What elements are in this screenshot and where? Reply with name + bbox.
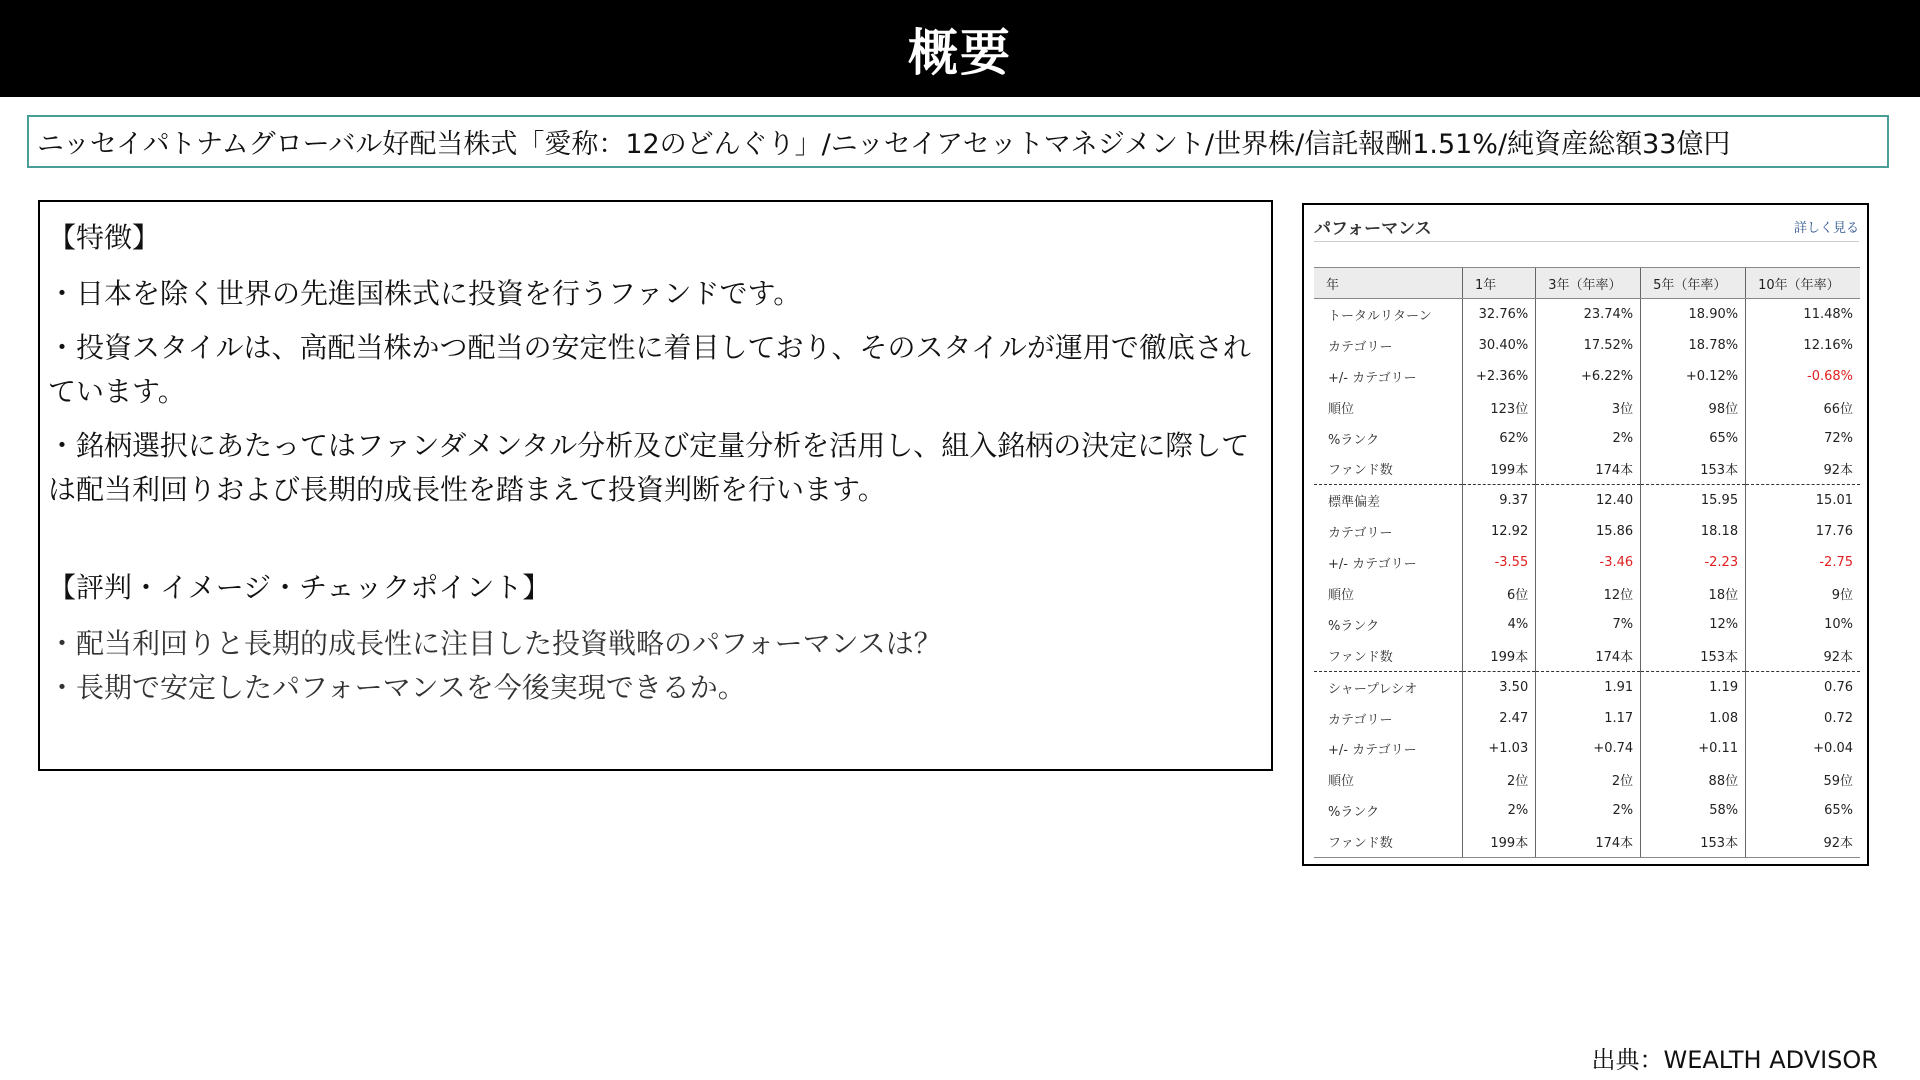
table-cell: 6位: [1463, 578, 1536, 609]
features-title: 【特徴】: [48, 221, 161, 254]
column-header: 3年（年率）: [1536, 268, 1641, 299]
column-header: 年: [1314, 268, 1463, 299]
table-cell: 9.37: [1463, 485, 1536, 516]
table-cell: +0.11: [1641, 733, 1746, 764]
table-cell: 9位: [1746, 578, 1860, 609]
table-row: [1314, 516, 1860, 547]
table-cell: 92本: [1746, 640, 1860, 671]
table-cell: 2.47: [1463, 703, 1536, 734]
table-cell: -3.46: [1536, 547, 1641, 578]
column-header: 5年（年率）: [1641, 268, 1746, 299]
table-row: [1314, 764, 1860, 795]
column-header: 1年: [1463, 268, 1536, 299]
checkpoint-item: ・長期で安定したパフォーマンスを今後実現できるか。: [48, 671, 746, 704]
row-label: ファンド数: [1328, 463, 1393, 479]
table-cell: 12.92: [1463, 516, 1536, 547]
checkpoints-title: 【評判・イメージ・チェックポイント】: [48, 571, 551, 604]
table-row: [1314, 703, 1860, 734]
table-cell: 65%: [1746, 795, 1860, 826]
row-label: シャープレシオ: [1314, 671, 1463, 702]
row-label: 順位: [1328, 774, 1355, 790]
row-label: 順位: [1328, 401, 1355, 417]
table-cell: +0.12%: [1641, 361, 1746, 392]
table-cell: 18.18: [1641, 516, 1746, 547]
fund-summary-line: ニッセイパトナムグローバル好配当株式「愛称：12のどんぐり」/ニッセイアセットマネジメント/世界株/信託報酬1.51%/純資産総額33億円: [27, 115, 1889, 168]
table-row: [1314, 733, 1860, 764]
row-label: %ランク: [1328, 805, 1380, 821]
performance-panel: [1302, 203, 1869, 866]
description-box: [38, 200, 1273, 771]
table-cell: 1.17: [1536, 703, 1641, 734]
row-label: %ランク: [1328, 618, 1380, 634]
row-label: カテゴリー: [1328, 526, 1393, 542]
performance-table: [1314, 267, 1860, 858]
table-row: [1314, 299, 1860, 330]
table-cell: +0.04: [1746, 733, 1860, 764]
table-cell: 58%: [1641, 795, 1746, 826]
column-header: 10年（年率）: [1746, 268, 1860, 299]
table-cell: 0.76: [1746, 671, 1860, 702]
table-row: [1314, 578, 1860, 609]
row-label: カテゴリー: [1328, 712, 1393, 728]
table-cell: 174本: [1536, 826, 1641, 857]
row-label: 標準偏差: [1314, 485, 1463, 516]
table-cell: 2%: [1536, 423, 1641, 454]
table-cell: 62%: [1463, 423, 1536, 454]
feature-item: ・銘柄選択にあたってはファンダメンタル分析及び定量分析を活用し、組入銘柄の決定に際しては配当利回りおよび長期的成長性を踏まえて投資判断を行います。: [48, 429, 1250, 506]
table-cell: 153本: [1641, 826, 1746, 857]
table-cell: 23.74%: [1536, 299, 1641, 330]
table-cell: 30.40%: [1463, 330, 1536, 361]
table-row: [1314, 547, 1860, 578]
table-cell: -3.55: [1463, 547, 1536, 578]
table-cell: 1.91: [1536, 671, 1641, 702]
table-cell: 66位: [1746, 392, 1860, 423]
table-cell: 123位: [1463, 392, 1536, 423]
table-cell: 18.78%: [1641, 330, 1746, 361]
table-cell: 12%: [1641, 609, 1746, 640]
table-cell: +0.74: [1536, 733, 1641, 764]
table-cell: 1.19: [1641, 671, 1746, 702]
row-label: %ランク: [1328, 432, 1380, 448]
table-cell: 153本: [1641, 453, 1746, 484]
table-cell: 10%: [1746, 609, 1860, 640]
table-row: [1314, 361, 1860, 392]
table-cell: 72%: [1746, 423, 1860, 454]
table-cell: 92本: [1746, 453, 1860, 484]
table-cell: 4%: [1463, 609, 1536, 640]
performance-title: パフォーマンス: [1314, 218, 1432, 239]
table-cell: -2.75: [1746, 547, 1860, 578]
table-cell: +2.36%: [1463, 361, 1536, 392]
table-cell: 17.76: [1746, 516, 1860, 547]
table-cell: 199本: [1463, 640, 1536, 671]
table-cell: 174本: [1536, 453, 1641, 484]
table-cell: -0.68%: [1746, 361, 1860, 392]
row-label: ファンド数: [1328, 649, 1393, 665]
table-cell: 15.86: [1536, 516, 1641, 547]
table-cell: 12位: [1536, 578, 1641, 609]
table-cell: 32.76%: [1463, 299, 1536, 330]
table-cell: 12.40: [1536, 485, 1641, 516]
row-label: 順位: [1328, 587, 1355, 603]
page-title: 概要: [908, 23, 1012, 82]
table-cell: 2位: [1536, 764, 1641, 795]
table-cell: 3.50: [1463, 671, 1536, 702]
feature-item: ・日本を除く世界の先進国株式に投資を行うファンドです。: [48, 277, 802, 310]
table-cell: -2.23: [1641, 547, 1746, 578]
table-row: [1314, 826, 1860, 857]
table-cell: 153本: [1641, 640, 1746, 671]
table-cell: 88位: [1641, 764, 1746, 795]
table-cell: 174本: [1536, 640, 1641, 671]
table-row: [1314, 392, 1860, 423]
table-cell: 1.08: [1641, 703, 1746, 734]
table-header-row: [1314, 268, 1860, 299]
table-cell: 199本: [1463, 453, 1536, 484]
table-row: [1314, 795, 1860, 826]
row-label: カテゴリー: [1328, 339, 1393, 355]
table-cell: 11.48%: [1746, 299, 1860, 330]
header-bar: [0, 0, 1920, 97]
table-cell: +6.22%: [1536, 361, 1641, 392]
row-label: トータルリターン: [1328, 308, 1432, 324]
row-label: +/- カテゴリー: [1328, 743, 1417, 759]
table-cell: 18.90%: [1641, 299, 1746, 330]
table-cell: 199本: [1463, 826, 1536, 857]
table-row: [1314, 453, 1860, 484]
table-cell: 65%: [1641, 423, 1746, 454]
table-cell: 92本: [1746, 826, 1860, 857]
row-label: +/- カテゴリー: [1328, 557, 1417, 573]
table-cell: 59位: [1746, 764, 1860, 795]
table-cell: 17.52%: [1536, 330, 1641, 361]
source-credit: 出典：WEALTH ADVISOR: [1591, 1046, 1878, 1074]
table-cell: 2位: [1463, 764, 1536, 795]
table-cell: 15.95: [1641, 485, 1746, 516]
table-cell: 98位: [1641, 392, 1746, 423]
row-label: ファンド数: [1314, 826, 1463, 857]
table-cell: 2%: [1463, 795, 1536, 826]
performance-header: [1314, 211, 1859, 242]
table-cell: 12.16%: [1746, 330, 1860, 361]
table-cell: 15.01: [1746, 485, 1860, 516]
table-cell: 3位: [1536, 392, 1641, 423]
table-row: [1314, 330, 1860, 361]
table-cell: 7%: [1536, 609, 1641, 640]
checkpoint-item: ・配当利回りと長期的成長性に注目した投資戦略のパフォーマンスは？: [48, 627, 942, 660]
table-row: [1314, 640, 1860, 671]
details-link[interactable]: 詳しく見る: [1793, 220, 1859, 236]
table-cell: 2%: [1536, 795, 1641, 826]
table-row: [1314, 609, 1860, 640]
table-cell: 0.72: [1746, 703, 1860, 734]
table-row: [1314, 423, 1860, 454]
feature-item: ・投資スタイルは、高配当株かつ配当の安定性に着目しており、そのスタイルが運用で徹底されています。: [48, 331, 1251, 408]
table-row: [1314, 485, 1860, 516]
row-label: +/- カテゴリー: [1328, 370, 1417, 386]
table-cell: 18位: [1641, 578, 1746, 609]
table-row: [1314, 671, 1860, 702]
table-cell: +1.03: [1463, 733, 1536, 764]
